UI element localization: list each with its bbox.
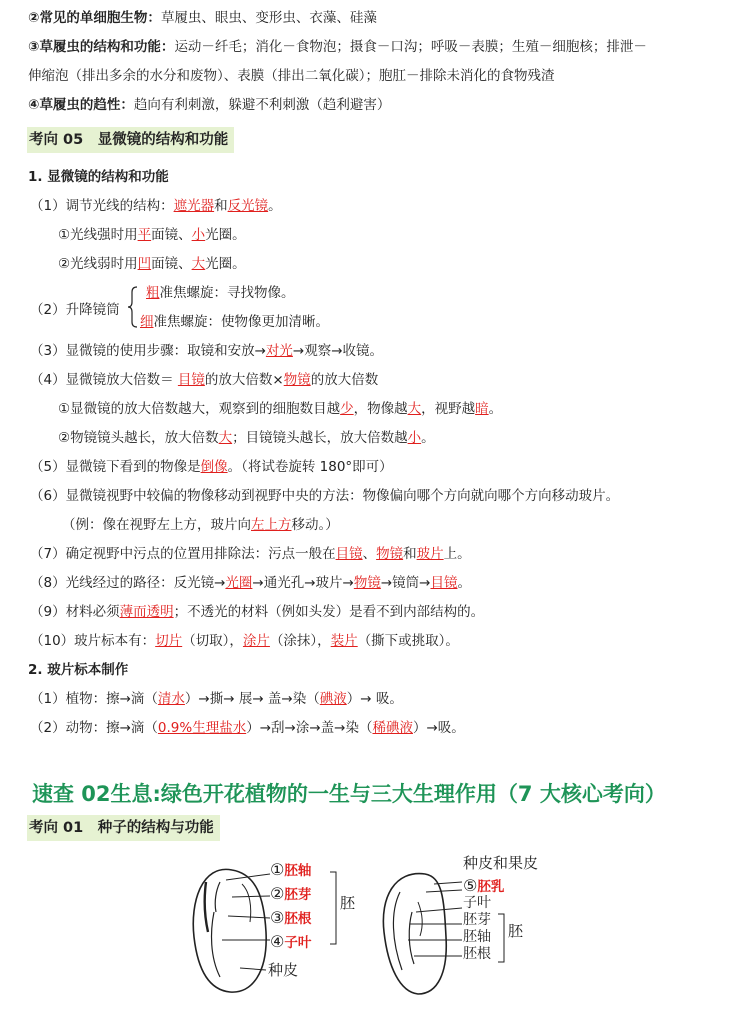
answer: 0.9%生理盐水: [157, 720, 247, 736]
answer: 物镜: [353, 575, 381, 591]
item-4: [30, 370, 378, 390]
text: ；目镜镜头越长，放大倍数越: [232, 430, 408, 446]
slides-plant: [30, 689, 403, 709]
text: ②光线弱时用: [58, 256, 138, 272]
bean-label-1: [270, 860, 311, 881]
answer: 清水: [157, 691, 185, 707]
answer-hypocotyl: 胚轴: [284, 863, 312, 879]
text: 和: [403, 546, 417, 562]
corn-part-cotyledon: 子叶: [463, 895, 491, 911]
item-3: [30, 341, 383, 361]
taxis-line: [28, 95, 390, 115]
text: 的放大倍数: [310, 372, 379, 388]
text: 。: [421, 430, 435, 446]
marker: ④: [28, 97, 40, 113]
corn-part-radicle: 胚根: [463, 946, 491, 962]
structure-text-2: 伸缩泡（排出多余的水分和废物）、表膜（排出二氧化碳）；胞肛－排除未消化的食物残渣: [28, 68, 555, 84]
label-number: ⑤: [463, 876, 478, 895]
text: 、: [362, 546, 377, 562]
item-1: [30, 196, 282, 216]
text: ）→撕→ 展→ 盖→染（: [184, 691, 320, 707]
label-number: ②: [270, 884, 285, 903]
text: 光圈。: [205, 256, 246, 272]
text: ，视野越: [421, 401, 476, 417]
text: （10）玻片标本有：: [30, 633, 156, 649]
answer: 小: [191, 227, 206, 243]
text: 面镜、: [151, 256, 192, 272]
structure-line-2: [28, 66, 555, 86]
corn-top-label: 种皮和果皮: [463, 854, 539, 872]
text: →镜筒→: [380, 575, 431, 591]
item-6: （6）显微镜视野中较偏的物像移动到视野中央的方法：物像偏向哪个方向就向哪个方向移动玻片。: [30, 488, 620, 504]
answer: 物镜: [283, 372, 311, 388]
answer: 稀碘液: [372, 720, 413, 736]
text: （9）材料必须: [30, 604, 120, 620]
item-5: [30, 457, 393, 477]
answer: 左上方: [251, 517, 292, 533]
answer: 暗: [475, 401, 489, 417]
item-4b: [58, 428, 435, 448]
answer: 目镜: [177, 372, 205, 388]
subheading-2: 2. 玻片标本制作: [28, 662, 129, 678]
bean-label-4: [270, 932, 311, 953]
item-6a: [62, 515, 339, 535]
bean-label-3: [270, 908, 311, 929]
answer: 对光: [265, 343, 293, 359]
answer-fine: 细: [140, 314, 154, 330]
item-10: [30, 631, 459, 651]
item-2-coarse: [146, 283, 295, 303]
answer-coarse: 粗: [146, 285, 160, 301]
text: （例：像在视野左上方，玻片向: [62, 517, 251, 533]
answer: 装片: [330, 633, 358, 649]
text: 。: [457, 575, 471, 591]
text: →通光孔→玻片→: [252, 575, 354, 591]
text: 准焦螺旋：寻找物像。: [159, 285, 295, 301]
text: 上。: [443, 546, 471, 562]
item-4a: [58, 399, 502, 419]
unicellular-heading: 常见的单细胞生物：: [39, 10, 161, 26]
label-number: ①: [270, 860, 285, 879]
corn-part-plumule: 胚芽: [463, 912, 491, 928]
label-number: ④: [270, 932, 285, 951]
bean-coat-label: 种皮: [268, 961, 299, 979]
unicellular-line: [28, 8, 377, 28]
taxis-heading: 草履虫的趋性：: [39, 97, 134, 113]
answer: 平: [137, 227, 152, 243]
text: 和: [214, 198, 228, 214]
marker: ②: [28, 10, 40, 26]
answer: 大: [218, 430, 233, 446]
text: ①显微镜的放大倍数越大，观察到的细胞数目越: [58, 401, 341, 417]
text: （3）显微镜的使用步骤：取镜和安放→: [30, 343, 266, 359]
chapter-title: 速查 02生息:绿色开花植物的一生与三大生理作用（7 大核心考向）: [32, 782, 666, 806]
bean-label-2: [270, 884, 311, 905]
text: 。: [268, 198, 282, 214]
answer-mirror: 反光镜: [227, 198, 269, 214]
text: ）→吸。: [412, 720, 465, 736]
answer: 物镜: [376, 546, 404, 562]
answer: 碘液: [319, 691, 347, 707]
text: （撕下或挑取）。: [357, 633, 459, 649]
corn-label-5: [463, 876, 504, 897]
text: （7）确定视野中污点的位置用排除法：污点一般在: [30, 546, 336, 562]
structure-heading: 草履虫的结构和功能：: [39, 39, 175, 55]
answer: 薄而透明: [119, 604, 174, 620]
answer-cotyledon: 子叶: [284, 935, 312, 951]
taxis-text: 趋向有利刺激，躲避不利刺激（趋利避害）: [133, 97, 391, 113]
brace-icon: [128, 286, 138, 328]
marker: ③: [28, 39, 40, 55]
text: ）→刮→涂→盖→染（: [246, 720, 373, 736]
answer-radicle: 胚根: [284, 911, 312, 927]
structure-text-1: 运动－纤毛；消化－食物泡；摄食－口沟；呼吸－表膜；生殖－细胞核；排泄－: [174, 39, 647, 55]
text: （5）显微镜下看到的物像是: [30, 459, 201, 475]
section-heading-01: 考向 01 种子的结构与功能: [27, 815, 220, 841]
answer: 光圈: [225, 575, 253, 591]
text: →观察→收镜。: [292, 343, 384, 359]
unicellular-text: 草履虫、眼虫、变形虫、衣藻、硅藻: [160, 10, 377, 26]
answer: 小: [407, 430, 422, 446]
item-1b: [58, 254, 246, 274]
text: 。（将试卷旋转 180°即可）: [227, 459, 393, 475]
text: （1）植物：擦→滴（: [30, 691, 158, 707]
subheading-1: 1. 显微镜的结构和功能: [28, 169, 169, 185]
item-2-label: （2）升降镜筒: [30, 302, 120, 318]
text: 面镜、: [151, 227, 192, 243]
answer: 少: [340, 401, 354, 417]
text: ）→ 吸。: [346, 691, 403, 707]
bean-seed-drawing: [193, 869, 266, 992]
text: （2）动物：擦→滴（: [30, 720, 158, 736]
answer-diaphragm: 遮光器: [173, 198, 215, 214]
corn-part-hypocotyl: 胚轴: [463, 929, 491, 945]
corn-embryo-label: 胚: [508, 922, 524, 940]
slides-animal: [30, 718, 465, 738]
item-1a: [58, 225, 246, 245]
text: 移动。）: [291, 517, 339, 533]
answer: 切片: [155, 633, 183, 649]
text: ①光线强时用: [58, 227, 138, 243]
text: 。: [488, 401, 503, 417]
answer: 大: [191, 256, 206, 272]
text: （8）光线经过的路径：反光镜→: [30, 575, 226, 591]
text: 准焦螺旋：使物像更加清晰。: [153, 314, 329, 330]
item-7: [30, 544, 471, 564]
text: ②物镜镜头越长，放大倍数: [58, 430, 219, 446]
structure-line-1: [28, 37, 647, 57]
text: ，物像越: [353, 401, 408, 417]
answer: 玻片: [416, 546, 444, 562]
text: （4）显微镜放大倍数＝: [30, 372, 178, 388]
item-2-fine: [140, 312, 329, 332]
answer-endosperm: 胚乳: [477, 879, 505, 895]
answer: 凹: [137, 256, 152, 272]
text: 光圈。: [205, 227, 246, 243]
text: （1）调节光线的结构：: [30, 198, 174, 214]
answer: 涂片: [242, 633, 270, 649]
answer: 目镜: [430, 575, 458, 591]
label-number: ③: [270, 908, 285, 927]
answer: 大: [407, 401, 422, 417]
answer-plumule: 胚芽: [284, 887, 312, 903]
answer: 目镜: [335, 546, 363, 562]
item-9: [30, 602, 484, 622]
bean-embryo-label: 胚: [340, 894, 356, 912]
text: ；不透光的材料（例如头发）是看不到内部结构的。: [173, 604, 485, 620]
text: （切取），: [182, 633, 243, 649]
item-8: [30, 573, 471, 593]
section-heading-05: 考向 05 显微镜的结构和功能: [27, 127, 234, 153]
text: （涂抹），: [269, 633, 331, 649]
text: 的放大倍数×: [204, 372, 284, 388]
answer: 倒像: [200, 459, 228, 475]
